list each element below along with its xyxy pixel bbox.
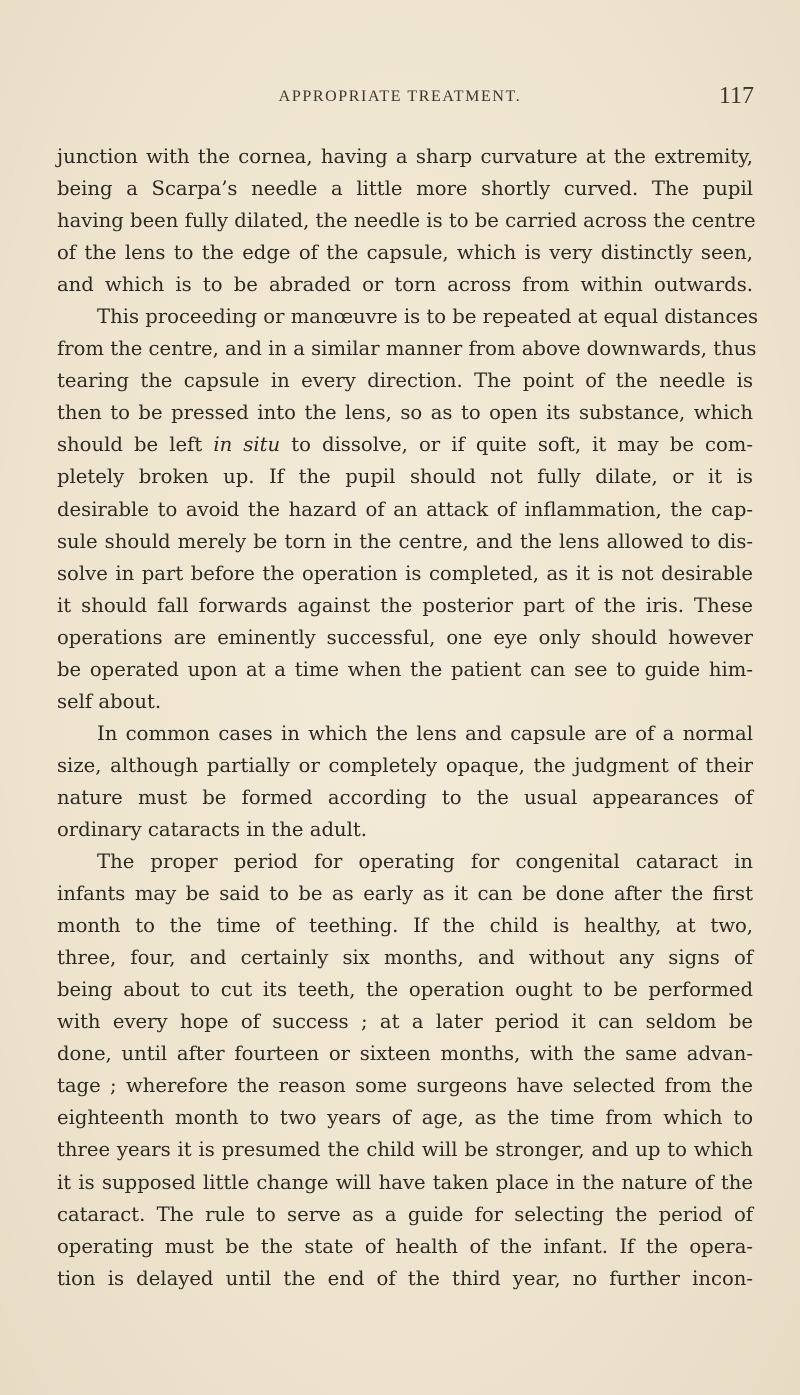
text-line: with every hope of success ; at a later period it can seldom be [57, 1010, 753, 1034]
text-line: eighteenth month to two years of age, as the time from which to [57, 1106, 753, 1130]
text-segment: should be left [57, 433, 203, 457]
text-line: In common cases in which the lens and capsule are of a normal [97, 721, 753, 745]
text-line: tearing the capsule in every direction. The point of the needle is [57, 369, 753, 393]
text-line: and which is to be abraded or torn across from within outwards. [57, 273, 753, 297]
text-line: ordinary cataracts in the adult. [57, 817, 367, 841]
text-line: junction with the cornea, having a sharp curvature at the extremity, [57, 145, 753, 168]
text-line: it is supposed little change will have taken place in the nature of the [57, 1170, 753, 1194]
paragraph-1 [57, 141, 759, 718]
text-line: three, four, and certainly six months, and without any signs of [57, 946, 753, 970]
text-line: self about. [57, 689, 162, 713]
text-line: of the lens to the edge of the capsule, which is very distinctly seen, [57, 241, 753, 265]
text-line: then to be pressed into the lens, so as to open its substance, which [57, 401, 753, 425]
text-line: sule should merely be torn in the centre, and the lens allowed to dis- [57, 529, 753, 553]
paragraph-3 [57, 846, 753, 1295]
text-line: operating must be the state of health of the infant. If the opera- [57, 1234, 753, 1258]
page-header [46, 83, 754, 118]
text-line: having been fully dilated, the needle is to be carried across the centre [57, 209, 756, 233]
text-line: be operated upon at a time when the patient can see to guide him- [57, 657, 753, 681]
italic-phrase: in situ [213, 433, 281, 457]
text-line: cataract. The rule to serve as a guide for selecting the period of [57, 1202, 753, 1226]
text-line: nature must be formed according to the usual appearances of [57, 785, 753, 809]
text-line: The proper period for operating for congenital cataract in [97, 850, 753, 874]
text-line-with-italic [57, 429, 753, 461]
text-line: This proceeding or manœuvre is to be repeated at equal distances [97, 305, 759, 329]
text-line: infants may be said to be as early as it can be done after the first [57, 882, 753, 906]
text-line: solve in part before the operation is completed, as it is not desirable [57, 561, 753, 585]
text-segment: to dissolve, or if quite soft, it may be com- [291, 433, 754, 457]
text-line: month to the time of teething. If the child is healthy, at two, [57, 914, 753, 938]
running-head: APPROPRIATE TREATMENT. [278, 88, 522, 105]
text-line: pletely broken up. If the pupil should not fully dilate, or it is [57, 465, 753, 489]
text-line: it should fall forwards against the posterior part of the iris. These [57, 593, 753, 617]
text-line: tion is delayed until the end of the third year, no further incon- [57, 1266, 753, 1290]
text-line: operations are eminently successful, one eye only should however [57, 625, 753, 649]
text-line: from the centre, and in a similar manner from above downwards, thus [57, 337, 757, 361]
text-line: tage ; wherefore the reason some surgeons have selected from the [57, 1074, 753, 1098]
text-line: being a Scarpa’s needle a little more shortly curved. The pupil [57, 177, 753, 201]
paragraph-2 [57, 718, 753, 846]
body-text [57, 141, 759, 1295]
text-line: desirable to avoid the hazard of an attack of inflammation, the cap- [57, 497, 753, 521]
text-line: size, although partially or completely opaque, the judgment of their [57, 753, 753, 777]
page-number: 117 [718, 83, 754, 109]
text-line: three years it is presumed the child will be stronger, and up to which [57, 1138, 753, 1162]
text-line: being about to cut its teeth, the operation ought to be performed [57, 978, 753, 1002]
text-line: done, until after fourteen or sixteen months, with the same advan- [57, 1042, 753, 1066]
